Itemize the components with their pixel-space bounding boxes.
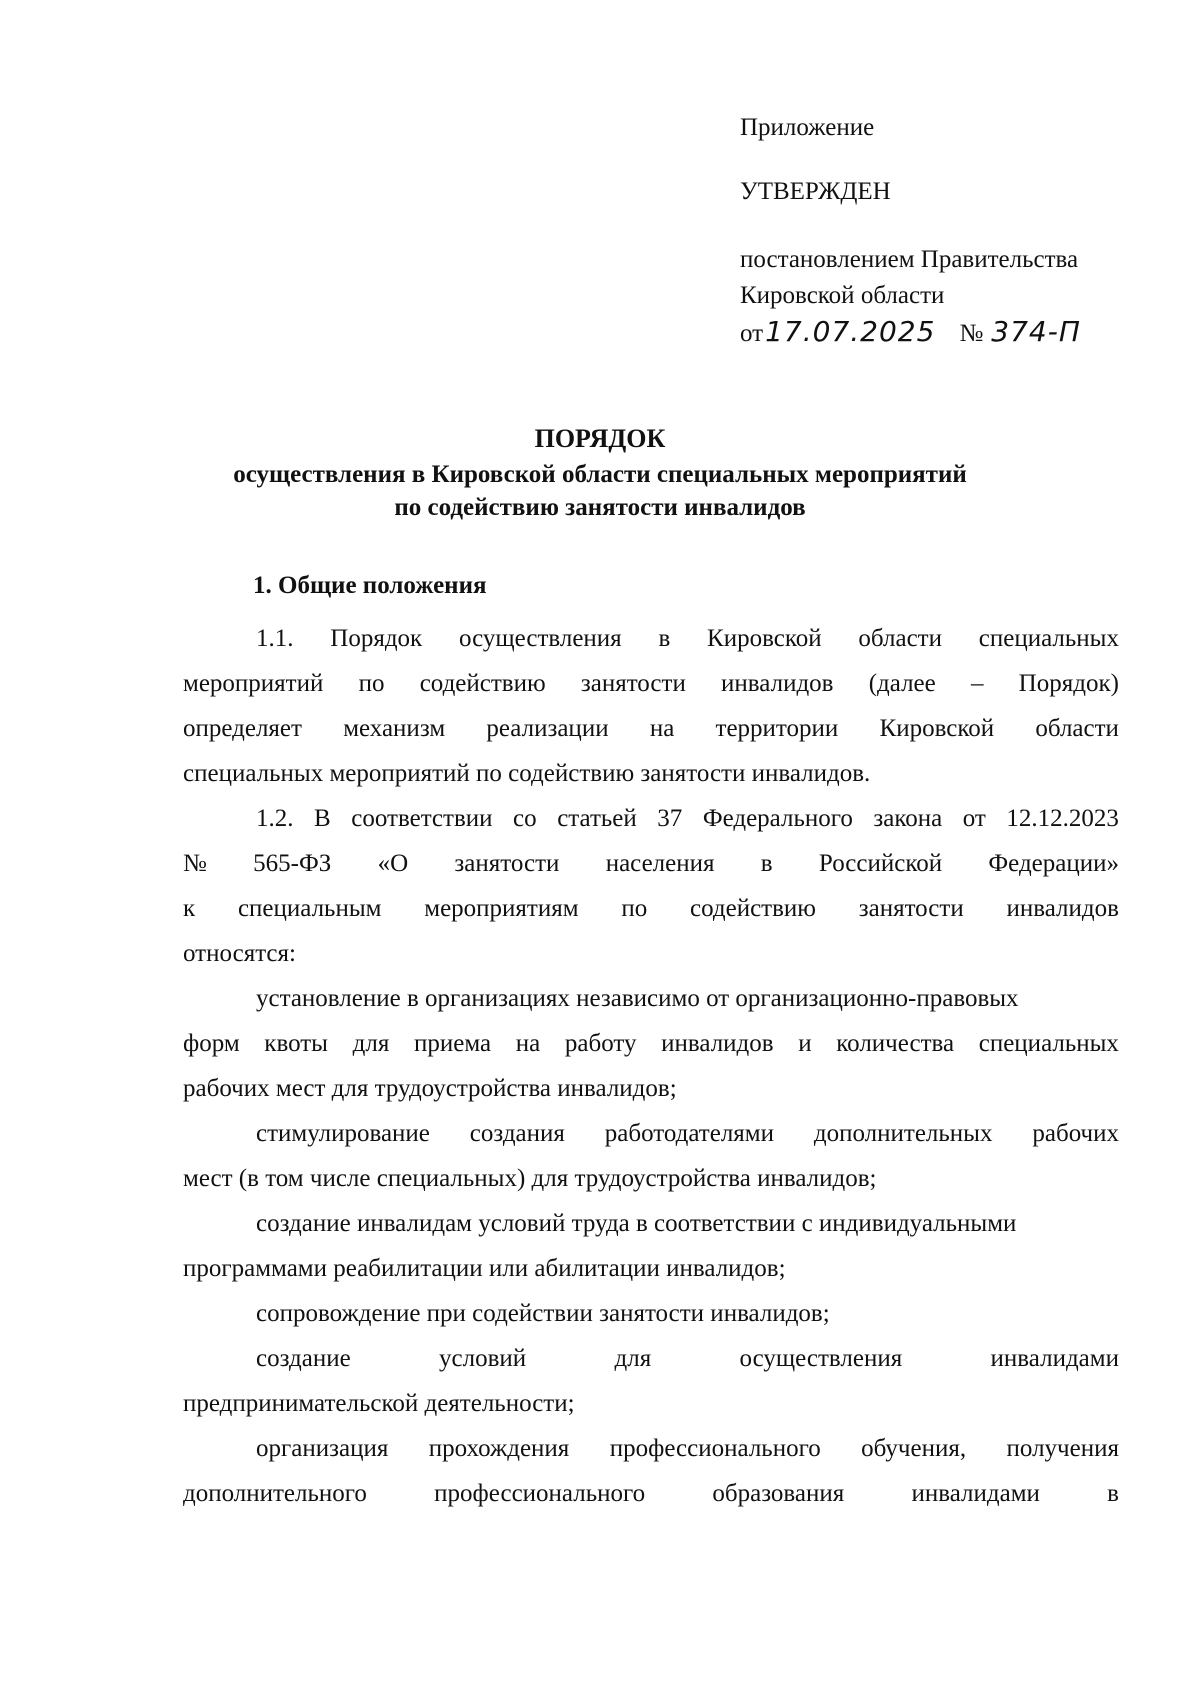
text-word: сопровождение при содействии занятости инвалидов;: [256, 1300, 830, 1327]
text-word: области: [1035, 715, 1119, 742]
text-word: стимулирование: [256, 1120, 430, 1147]
p1-2-line-3: [183, 894, 1119, 924]
p1-1-line-1: [256, 624, 1119, 654]
text-word: специальных: [978, 625, 1119, 652]
item3-line-2: [183, 1254, 1119, 1284]
text-word: рабочих: [1032, 1120, 1119, 1147]
item5-line-2: [183, 1389, 1119, 1419]
text-word: специальным: [237, 895, 382, 922]
text-word: области: [858, 625, 942, 652]
text-word: и: [798, 1030, 812, 1057]
text-word: от: [962, 805, 986, 832]
text-word: Федерального: [702, 805, 853, 832]
text-word: осуществления: [739, 1345, 903, 1372]
item1-line-3: [183, 1074, 1119, 1104]
document-subtitle-line-1: осуществления в Кировской области специальных мероприятий: [233, 461, 967, 488]
text-word: работодателями: [604, 1120, 775, 1147]
item5-line-1: [256, 1344, 1119, 1374]
item6-line-2: [183, 1479, 1119, 1509]
text-word: профессионального: [609, 1435, 821, 1462]
text-word: дополнительных: [813, 1120, 993, 1147]
text-word: 12.12.2023: [1006, 805, 1119, 832]
text-word: №: [183, 850, 207, 877]
text-word: организация: [256, 1435, 389, 1462]
text-word: для: [614, 1345, 652, 1372]
text-word: получения: [1006, 1435, 1119, 1462]
text-word: механизм: [343, 715, 446, 742]
text-word: реализации: [486, 715, 609, 742]
text-word: (далее: [868, 670, 936, 697]
text-word: содействию: [690, 895, 816, 922]
text-word: специальных мероприятий по содействию занятости инвалидов.: [183, 760, 871, 787]
text-word: Порядок): [1018, 670, 1119, 697]
text-word: количества: [836, 1030, 955, 1057]
text-word: в: [1107, 1480, 1119, 1507]
text-word: специальных: [978, 1030, 1119, 1057]
text-word: Порядок: [330, 625, 423, 652]
text-word: дополнительного: [183, 1480, 367, 1507]
text-word: статьей: [557, 805, 637, 832]
text-word: квоты: [264, 1030, 328, 1057]
text-word: по: [358, 670, 385, 697]
text-word: В: [314, 805, 331, 832]
text-word: инвалидов: [661, 1030, 774, 1057]
text-word: мероприятиям: [424, 895, 579, 922]
text-word: относятся:: [183, 940, 296, 967]
p1-1-line-4: [183, 759, 1119, 789]
item1-line-1: [256, 984, 1119, 1014]
text-word: территории: [715, 715, 839, 742]
text-word: со: [513, 805, 537, 832]
handwritten-date: 17.07.2025: [765, 315, 936, 348]
text-word: занятости: [858, 895, 964, 922]
text-word: инвалидами: [911, 1480, 1040, 1507]
text-word: в: [760, 850, 773, 877]
text-word: 1.1.: [256, 625, 294, 652]
p1-1-line-2: [183, 669, 1119, 699]
text-word: осуществления: [458, 625, 622, 652]
date-number-line: [740, 315, 1081, 348]
region-line: Кировской области: [740, 282, 945, 309]
text-word: мероприятий: [183, 670, 324, 697]
text-word: 37: [657, 805, 683, 832]
text-word: для: [352, 1030, 390, 1057]
text-word: условий: [439, 1345, 527, 1372]
text-word: мест (в том числе специальных) для трудоустройства инвалидов;: [183, 1165, 877, 1192]
text-word: Российской: [818, 850, 943, 877]
text-word: создание: [256, 1345, 351, 1372]
text-word: установление в организациях независимо от организационно-правовых: [256, 985, 1019, 1012]
text-word: на: [649, 715, 675, 742]
text-word: инвалидов: [1006, 895, 1119, 922]
text-word: образования: [712, 1480, 845, 1507]
text-word: приема: [413, 1030, 492, 1057]
text-word: обучения,: [861, 1435, 967, 1462]
number-sign: №: [959, 320, 984, 347]
p1-2-line-1: [256, 804, 1119, 834]
text-word: в: [658, 625, 671, 652]
text-word: занятости: [454, 850, 560, 877]
text-word: 565-ФЗ: [253, 850, 332, 877]
text-word: занятости: [580, 670, 686, 697]
text-word: содействию: [419, 670, 546, 697]
item1-line-2: [183, 1029, 1119, 1059]
text-word: закона: [873, 805, 943, 832]
text-word: работу: [564, 1030, 637, 1057]
text-word: форм: [183, 1030, 240, 1057]
item2-line-1: [256, 1119, 1119, 1149]
decree-line: постановлением Правительства: [740, 246, 1079, 273]
text-word: Кировской: [707, 625, 822, 652]
item2-line-2: [183, 1164, 1119, 1194]
appendix-label: Приложение: [740, 114, 875, 141]
text-word: прохождения: [428, 1435, 570, 1462]
text-word: «О: [377, 850, 409, 877]
text-word: предпринимательской деятельности;: [183, 1390, 575, 1417]
p1-1-line-3: [183, 714, 1119, 744]
text-word: рабочих мест для трудоустройства инвалидов;: [183, 1075, 677, 1102]
text-word: Федерации»: [988, 850, 1119, 877]
date-prefix: от: [740, 320, 764, 347]
section-heading: 1. Общие положения: [253, 572, 487, 599]
item4-line-1: [256, 1299, 1119, 1329]
document-title: ПОРЯДОК: [534, 424, 666, 453]
text-word: 1.2.: [256, 805, 294, 832]
text-word: создания: [469, 1120, 565, 1147]
text-word: на: [515, 1030, 541, 1057]
text-word: соответствии: [351, 805, 493, 832]
text-word: определяет: [183, 715, 302, 742]
text-word: инвалидов: [721, 670, 834, 697]
text-word: Кировской: [879, 715, 995, 742]
text-word: инвалидами: [990, 1345, 1119, 1372]
p1-2-line-4: [183, 939, 1119, 969]
p1-2-line-2: [183, 849, 1119, 879]
item6-line-1: [256, 1434, 1119, 1464]
approved-label: УТВЕРЖДЕН: [740, 178, 891, 205]
text-word: –: [970, 670, 984, 697]
handwritten-number: 374-П: [991, 315, 1081, 348]
text-word: к: [183, 895, 196, 922]
text-word: населения: [605, 850, 715, 877]
text-word: профессионального: [434, 1480, 646, 1507]
text-word: по: [621, 895, 648, 922]
item3-line-1: [256, 1209, 1119, 1239]
text-word: программами реабилитации или абилитации инвалидов;: [183, 1255, 786, 1282]
document-subtitle-line-2: по содействию занятости инвалидов: [394, 494, 806, 521]
text-word: создание инвалидам условий труда в соответствии с индивидуальными: [256, 1210, 1017, 1237]
